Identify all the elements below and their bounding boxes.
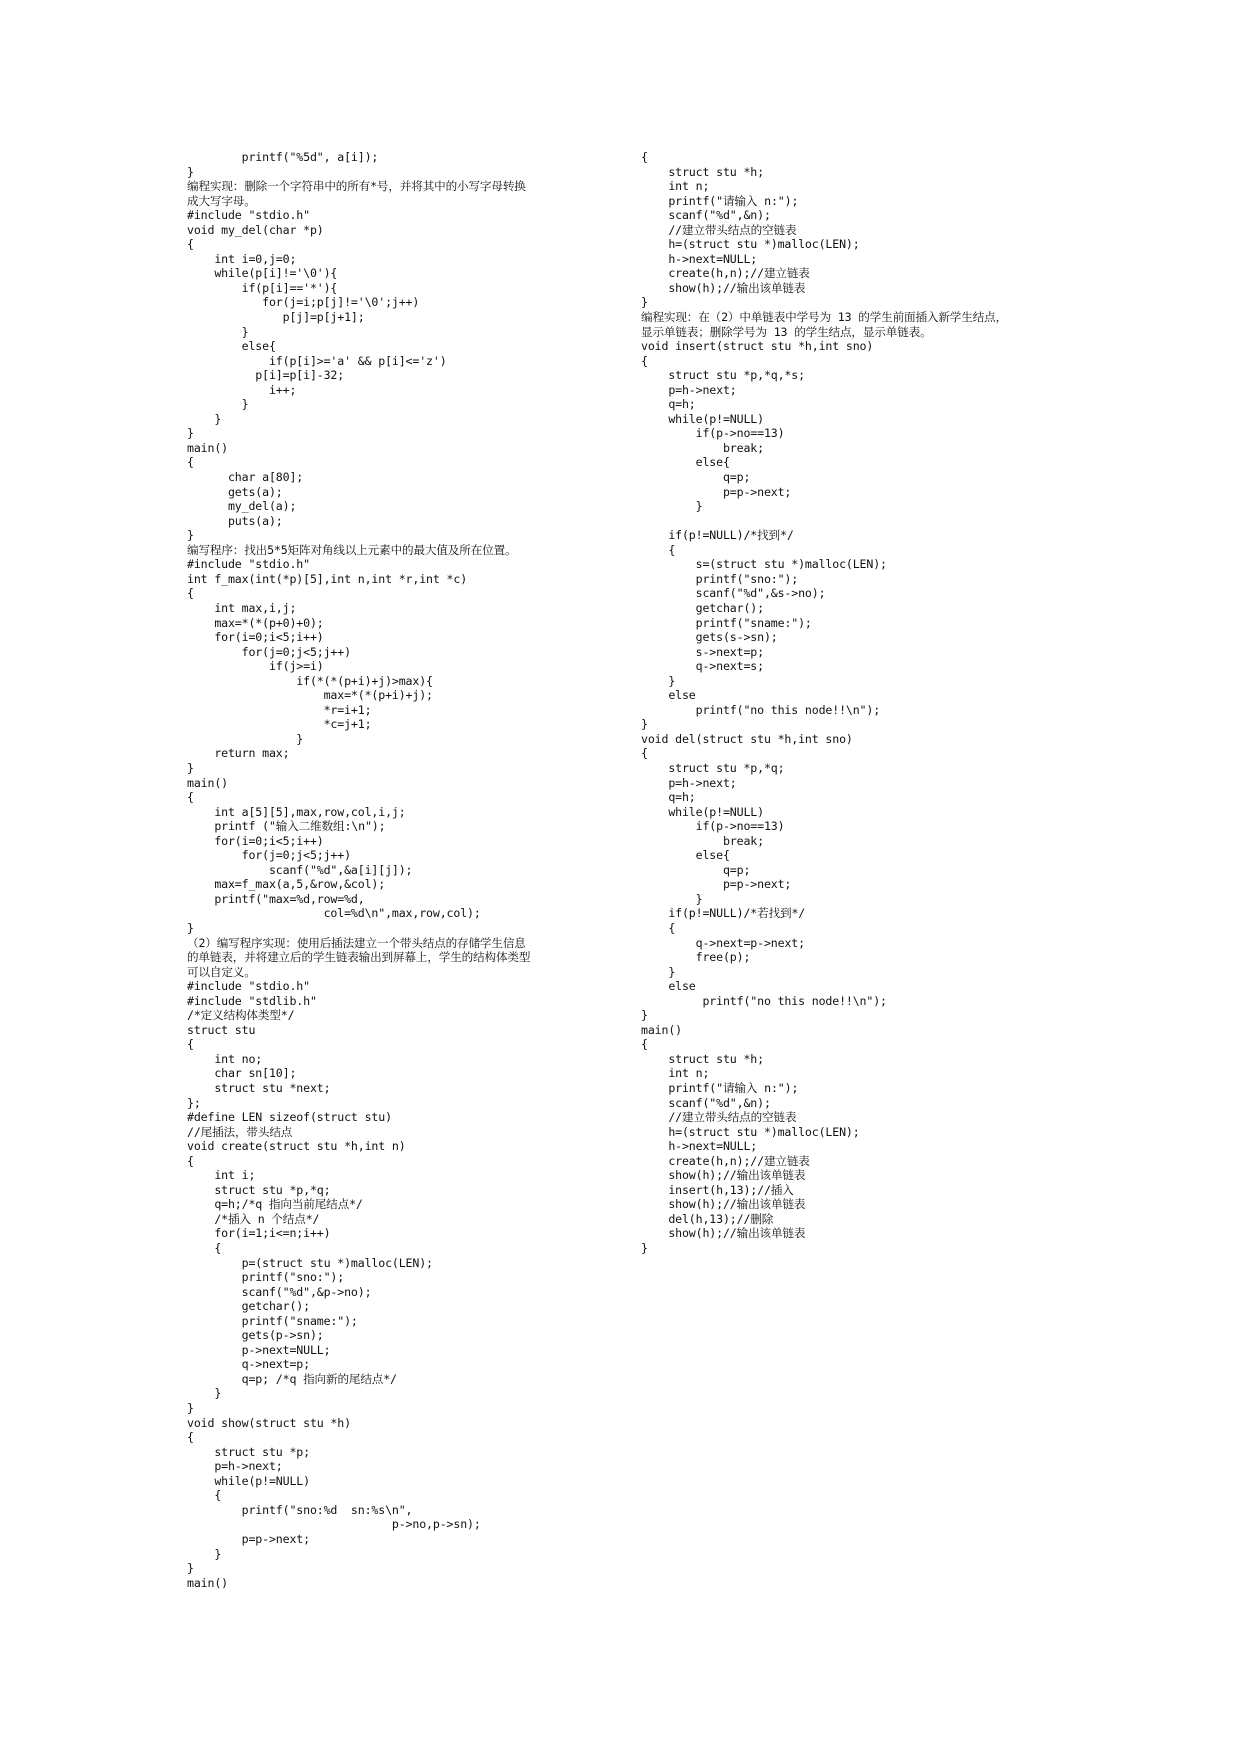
left-code-line: 成大写字母。 <box>187 193 256 208</box>
left-code-line: getchar(); <box>187 1299 310 1314</box>
left-code-line: void show(struct stu *h) <box>187 1415 351 1430</box>
left-code-line: int max,i,j; <box>187 600 297 615</box>
left-code-line: 编写程序：找出5*5矩阵对角线以上元素中的最大值及所在位置。 <box>187 542 517 557</box>
left-code-line: } <box>187 1546 222 1561</box>
left-code-line: #include "stdio.h" <box>187 557 310 572</box>
right-code-line: show(h);//输出该单链表 <box>641 280 806 295</box>
right-code-line: scanf("%d",&n); <box>641 208 771 223</box>
left-code-line: max=f_max(a,5,&row,&col); <box>187 877 386 892</box>
right-code-line: p=p->next; <box>641 484 792 499</box>
left-code-line: struct stu *next; <box>187 1081 331 1095</box>
right-code-line: printf("请输入 n:"); <box>641 1081 799 1095</box>
left-code-line: p=h->next; <box>187 1459 283 1474</box>
left-code-line: 编程实现：删除一个字符串中的所有*号，并将其中的小写字母转换 <box>187 179 526 194</box>
left-code-line: } <box>187 324 249 339</box>
right-code-line: h=(struct stu *)malloc(LEN); <box>641 1124 860 1139</box>
right-code-line: while(p!=NULL) <box>641 804 764 819</box>
left-code-line: #include "stdio.h" <box>187 979 310 994</box>
left-code-line: while(p[i]!='\0'){ <box>187 266 338 281</box>
left-code-line: gets(a); <box>187 484 283 499</box>
right-code-line: q=h; <box>641 790 696 805</box>
right-code-line: else{ <box>641 848 730 863</box>
left-code-line: p=p->next; <box>187 1531 310 1546</box>
right-code-line: { <box>641 1037 648 1052</box>
right-code-line: h=(struct stu *)malloc(LEN); <box>641 237 860 252</box>
right-code-line: q->next=p->next; <box>641 935 805 950</box>
right-code-line: 编程实现：在（2）中单链表中学号为 13 的学生前面插入新学生结点， <box>641 310 1008 325</box>
left-code-line: #define LEN sizeof(struct stu) <box>187 1110 392 1125</box>
right-code-line: } <box>641 295 648 310</box>
left-code-line: { <box>187 1241 222 1256</box>
right-code-line: int n; <box>641 179 710 194</box>
right-code-line: if(p!=NULL)/*找到*/ <box>641 528 794 543</box>
left-code-line: for(i=0;i<5;i++) <box>187 833 324 848</box>
left-code-line: q->next=p; <box>187 1357 310 1372</box>
left-code-line: p[j]=p[j+1]; <box>187 310 365 325</box>
right-code-line: p=h->next; <box>641 775 737 790</box>
left-code-line: for(j=0;j<5;j++) <box>187 644 351 659</box>
left-code-line: if(*(*(p+i)+j)>max){ <box>187 673 433 688</box>
right-code-line: } <box>641 1008 648 1023</box>
right-code-line: h->next=NULL; <box>641 251 758 266</box>
left-code-line: int no; <box>187 1051 263 1066</box>
left-code-line: #include "stdio.h" <box>187 208 310 223</box>
right-code-line: show(h);//输出该单链表 <box>641 1197 806 1212</box>
left-code-line: my_del(a); <box>187 499 297 514</box>
left-code-line: scanf("%d",&a[i][j]); <box>187 862 413 877</box>
right-code-line: printf("请输入 n:"); <box>641 193 799 208</box>
right-code-line: 显示单链表；删除学号为 13 的学生结点，显示单链表。 <box>641 324 932 339</box>
right-code-line: free(p); <box>641 950 751 965</box>
left-code-line: q=p; /*q 指向新的尾结点*/ <box>187 1371 397 1386</box>
left-code-line: { <box>187 1430 194 1445</box>
right-code-line: { <box>641 920 676 935</box>
right-code-line: { <box>641 150 648 164</box>
left-code-line: 的单链表，并将建立后的学生链表输出到屏幕上，学生的结构体类型 <box>187 950 531 965</box>
left-code-line: //尾插法，带头结点 <box>187 1124 293 1139</box>
left-code-line: /*插入 n 个结点*/ <box>187 1211 320 1226</box>
left-code-line: for(j=i;p[j]!='\0';j++) <box>187 295 420 310</box>
right-code-line: while(p!=NULL) <box>641 411 764 426</box>
right-code-line: printf("no this node!!\n"); <box>641 993 887 1008</box>
left-code-line: p=(struct stu *)malloc(LEN); <box>187 1255 433 1270</box>
left-code-line: { <box>187 1488 222 1503</box>
left-code-line: /*定义结构体类型*/ <box>187 1008 295 1023</box>
left-code-line: int i; <box>187 1168 256 1183</box>
right-code-line: s=(struct stu *)malloc(LEN); <box>641 557 887 572</box>
right-code-line: scanf("%d",&s->no); <box>641 586 826 601</box>
left-code-line: main() <box>187 1575 228 1590</box>
left-code-line: while(p!=NULL) <box>187 1473 310 1488</box>
left-code-line: char a[80]; <box>187 470 304 485</box>
right-code-line: create(h,n);//建立链表 <box>641 266 810 281</box>
left-code-line: { <box>187 1153 194 1168</box>
left-code-line: if(j>=i) <box>187 659 324 674</box>
left-code-line: struct stu <box>187 1022 256 1037</box>
right-code-line: printf("no this node!!\n"); <box>641 702 881 717</box>
left-code-line: i++; <box>187 382 297 397</box>
right-code-line: } <box>641 673 676 688</box>
left-code-line: int a[5][5],max,row,col,i,j; <box>187 804 406 819</box>
left-code-line: 可以自定义。 <box>187 964 256 979</box>
left-code-column <box>187 150 607 1590</box>
left-code-line: printf("sname:"); <box>187 1313 358 1328</box>
right-code-line: main() <box>641 1022 682 1037</box>
left-code-line: struct stu *p; <box>187 1444 310 1459</box>
left-code-line: { <box>187 455 194 470</box>
left-code-line: } <box>187 164 194 179</box>
left-code-line: } <box>187 1386 222 1401</box>
left-code-line: p->next=NULL; <box>187 1342 331 1357</box>
right-code-line: s->next=p; <box>641 644 764 659</box>
right-code-line: break; <box>641 440 764 455</box>
right-code-line: show(h);//输出该单链表 <box>641 1168 806 1183</box>
left-code-line: } <box>187 1401 194 1416</box>
right-code-column <box>641 150 1081 1256</box>
right-code-line: break; <box>641 833 764 848</box>
right-code-line: { <box>641 746 648 761</box>
right-code-line: } <box>641 1241 648 1256</box>
left-code-line: } <box>187 411 222 426</box>
left-code-line: void create(struct stu *h,int n) <box>187 1139 406 1154</box>
left-code-line: { <box>187 237 194 252</box>
left-code-line: q=h;/*q 指向当前尾结点*/ <box>187 1197 363 1212</box>
right-code-line: } <box>641 717 648 732</box>
left-code-line: char sn[10]; <box>187 1066 297 1081</box>
left-code-line: } <box>187 760 194 775</box>
left-code-line: for(i=0;i<5;i++) <box>187 630 324 645</box>
left-code-line: #include "stdlib.h" <box>187 993 317 1008</box>
right-code-line: printf("sname:"); <box>641 615 812 630</box>
right-code-line: { <box>641 542 676 557</box>
left-code-line: puts(a); <box>187 513 283 528</box>
left-code-line: printf("sno:"); <box>187 1270 345 1285</box>
left-code-line: *c=j+1; <box>187 717 372 732</box>
right-code-line: gets(s->sn); <box>641 630 778 645</box>
left-code-line: p->no,p->sn); <box>187 1517 481 1532</box>
left-code-line: col=%d\n",max,row,col); <box>187 906 481 921</box>
left-code-line: int f_max(int(*p)[5],int n,int *r,int *c) <box>187 571 468 586</box>
left-code-line: printf ("输入二维数组:\n"); <box>187 819 386 834</box>
left-code-line: max=*(*(p+0)+0); <box>187 615 324 630</box>
right-code-line: int n; <box>641 1066 710 1081</box>
left-code-line: } <box>187 528 194 543</box>
left-code-line: { <box>187 586 194 601</box>
right-code-line: //建立带头结点的空链表 <box>641 222 797 237</box>
right-code-line: struct stu *h; <box>641 164 764 179</box>
right-code-line: create(h,n);//建立链表 <box>641 1153 810 1168</box>
right-code-line: void del(struct stu *h,int sno) <box>641 731 853 746</box>
right-code-line: struct stu *h; <box>641 1051 764 1066</box>
right-code-line: { <box>641 353 648 368</box>
left-code-line: for(i=1;i<=n;i++) <box>187 1226 331 1241</box>
left-code-line: void my_del(char *p) <box>187 222 324 237</box>
right-code-line: q=p; <box>641 862 751 877</box>
left-code-line: struct stu *p,*q; <box>187 1182 331 1197</box>
right-code-line: h->next=NULL; <box>641 1139 758 1154</box>
right-code-line: getchar(); <box>641 600 764 615</box>
left-code-line: } <box>187 426 194 441</box>
right-code-line: //建立带头结点的空链表 <box>641 1110 797 1125</box>
left-code-line: } <box>187 397 249 412</box>
right-code-line: if(p->no==13) <box>641 819 785 834</box>
right-code-line: q=p; <box>641 470 751 485</box>
left-code-line: printf("max=%d,row=%d, <box>187 891 365 906</box>
right-code-line: if(p->no==13) <box>641 426 785 441</box>
right-code-line: if(p!=NULL)/*若找到*/ <box>641 906 806 921</box>
left-code-line: max=*(*(p+i)+j); <box>187 688 433 703</box>
left-code-line: （2）编写程序实现：使用后插法建立一个带头结点的存储学生信息 <box>187 935 526 950</box>
right-code-line: else <box>641 979 696 994</box>
right-code-line: } <box>641 499 703 514</box>
left-code-line: for(j=0;j<5;j++) <box>187 848 351 863</box>
left-code-line: printf("%5d", a[i]); <box>187 150 379 164</box>
left-code-line: }; <box>187 1095 201 1110</box>
right-code-line: struct stu *p,*q; <box>641 760 785 775</box>
right-code-line: void insert(struct stu *h,int sno) <box>641 339 874 354</box>
right-code-line: printf("sno:"); <box>641 571 799 586</box>
right-code-line: } <box>641 891 703 906</box>
left-code-line: int i=0,j=0; <box>187 251 297 266</box>
right-code-line: del(h,13);//删除 <box>641 1211 774 1226</box>
right-code-line: scanf("%d",&n); <box>641 1095 771 1110</box>
right-code-line: insert(h,13);//插入 <box>641 1182 794 1197</box>
left-code-line: printf("sno:%d sn:%s\n", <box>187 1502 413 1517</box>
right-code-line: else <box>641 688 696 703</box>
right-code-line: struct stu *p,*q,*s; <box>641 368 805 383</box>
left-code-line: if(p[i]=='*'){ <box>187 280 338 295</box>
right-code-line: show(h);//输出该单链表 <box>641 1226 806 1241</box>
left-code-line: } <box>187 920 194 935</box>
left-code-line: else{ <box>187 339 276 354</box>
left-code-line: p[i]=p[i]-32; <box>187 368 345 383</box>
right-code-line: p=h->next; <box>641 382 737 397</box>
right-code-line: q->next=s; <box>641 659 764 674</box>
right-code-line: q=h; <box>641 397 696 412</box>
left-code-line: main() <box>187 775 228 790</box>
left-code-line: { <box>187 1037 194 1052</box>
left-code-line: if(p[i]>='a' && p[i]<='z') <box>187 353 447 368</box>
right-code-line: else{ <box>641 455 730 470</box>
left-code-line: } <box>187 731 304 746</box>
right-code-line: } <box>641 964 676 979</box>
left-code-line: *r=i+1; <box>187 702 372 717</box>
left-code-line: main() <box>187 440 228 455</box>
left-code-line: scanf("%d",&p->no); <box>187 1284 372 1299</box>
left-code-line: return max; <box>187 746 290 761</box>
left-code-line: { <box>187 790 194 805</box>
left-code-line: gets(p->sn); <box>187 1328 324 1343</box>
left-code-line: } <box>187 1561 194 1576</box>
right-code-line: p=p->next; <box>641 877 792 892</box>
